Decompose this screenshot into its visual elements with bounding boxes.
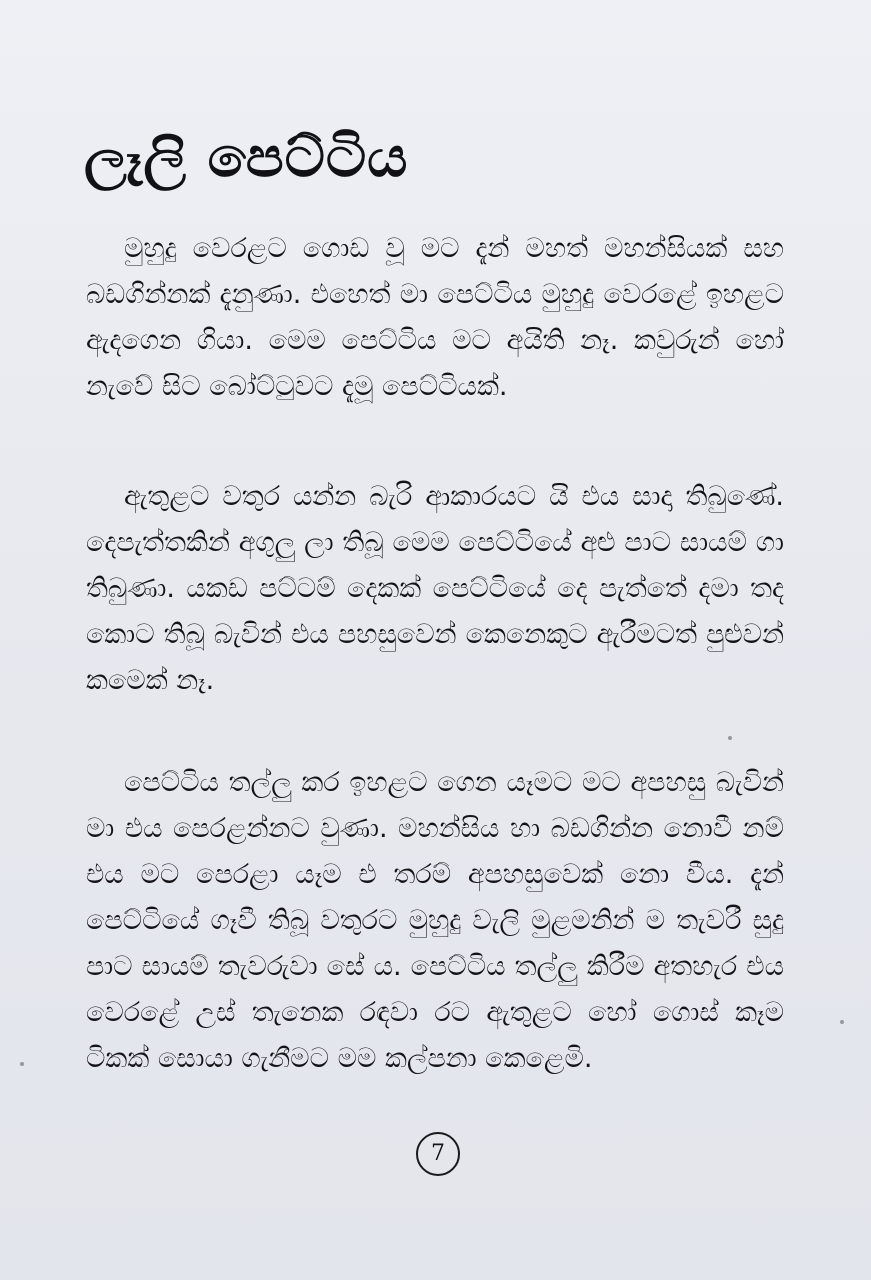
- paragraph-1: මුහුදු වෙරළට ගොඩ වූ මට දැන් මහත් මහන්සියක් සහ බඩගින්නක් දැනුණා. එහෙත් මා පෙට්ටිය මුහුදු වෙරළේ ඉහළට ඇදගෙන ගියා. මෙම පෙට්ටිය මට අයිති නෑ. කවුරුන් හෝ නැවේ සිට බෝට්ටුවට දැමූ පෙට්ටියක්.: [86, 233, 784, 402]
- paragraph-3: පෙට්ටිය තල්ලු කර ඉහළට ගෙන යෑමට මට අපහසු බැවින් මා එය පෙරළන්නට වුණා. මහන්සිය හා බඩගින්න නොවී නම් එය මට පෙරළා යෑම එ තරම් අපහසුවෙක් නො වීය. දැන් පෙට්ටියේ ගෑවී තිබූ වතුරට මුහුදු වැලි මුළමනින් ම තැවරී සුදු පාට සායම් තැවරුවා සේ ය. පෙට්ටිය තල්ලු කිරීම අතහැර එය වෙරළේ උස් තැනෙක රඳවා රට ඇතුළට හෝ ගොස් කෑම ටිකක් සොයා ගැනීමට මම කල්පනා කෙළෙමි.: [86, 767, 784, 1074]
- paragraph-2: ඇතුළට වතුර යන්න බැරි ආකාරයට යි එය සාදා තිබුණේ. දෙපැත්තකින් අගුලු ලා තිබූ මෙම පෙට්ටියේ අළු පාට සායම් ගා තිබුණා. යකඩ පට්ටම් දෙකක් පෙට්ටියේ දෙ පැත්තේ දමා තද කොට තිබූ බැවින් එය පහසුවෙන් කෙනෙකුට ඇරීමටත් පුළුවන් කමෙක් නෑ.: [86, 481, 784, 696]
- chapter-title: ලෑලි පෙට්ටිය: [84, 124, 409, 190]
- paper-speck: [20, 1062, 24, 1066]
- paper-speck: [840, 1020, 844, 1024]
- page-number-badge: 7: [416, 1132, 460, 1176]
- paper-speck: [728, 736, 732, 740]
